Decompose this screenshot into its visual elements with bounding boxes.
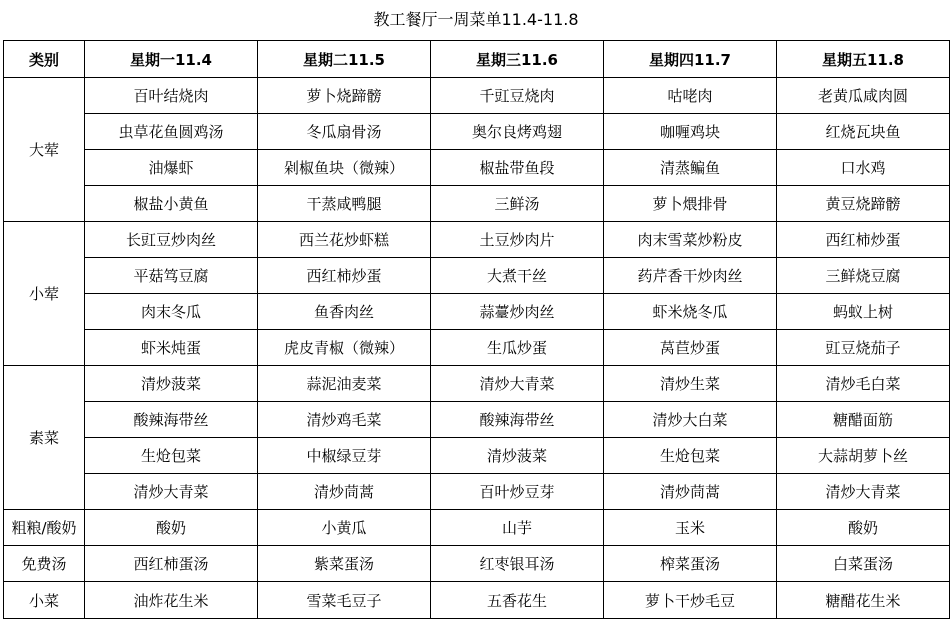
dish-cell: 蒜薹炒肉丝 (431, 294, 604, 330)
dish-cell: 冬瓜扇骨汤 (258, 114, 431, 150)
dish-cell: 白菜蛋汤 (777, 546, 950, 582)
table-row (4, 78, 950, 114)
category-cell-coarse-grain-yogurt: 粗粮/酸奶 (4, 510, 85, 546)
dish-cell: 平菇笃豆腐 (85, 258, 258, 294)
dish-cell: 油炸花生米 (85, 582, 258, 619)
dish-cell: 糖醋花生米 (777, 582, 950, 619)
dish-cell: 酸辣海带丝 (85, 402, 258, 438)
dish-cell: 山芋 (431, 510, 604, 546)
dish-cell: 小黄瓜 (258, 510, 431, 546)
dish-cell: 百叶炒豆芽 (431, 474, 604, 510)
dish-cell: 三鲜烧豆腐 (777, 258, 950, 294)
table-row (4, 294, 950, 330)
header-day-tue: 星期二11.5 (258, 41, 431, 78)
dish-cell: 虾米炖蛋 (85, 330, 258, 366)
header-category: 类别 (4, 41, 85, 78)
dish-cell: 雪菜毛豆子 (258, 582, 431, 619)
category-cell-free-soup: 免费汤 (4, 546, 85, 582)
dish-cell: 萝卜干炒毛豆 (604, 582, 777, 619)
category-cell-big-meat: 大荤 (4, 78, 85, 222)
dish-cell: 干蒸咸鸭腿 (258, 186, 431, 222)
dish-cell: 肉末雪菜炒粉皮 (604, 222, 777, 258)
dish-cell: 土豆炒肉片 (431, 222, 604, 258)
dish-cell: 黄豆烧蹄髈 (777, 186, 950, 222)
header-day-thu: 星期四11.7 (604, 41, 777, 78)
dish-cell: 清炒茼蒿 (258, 474, 431, 510)
dish-cell: 清炒生菜 (604, 366, 777, 402)
dish-cell: 五香花生 (431, 582, 604, 619)
dish-cell: 西兰花炒虾糕 (258, 222, 431, 258)
dish-cell: 清炒茼蒿 (604, 474, 777, 510)
menu-body (4, 78, 950, 619)
table-row (4, 186, 950, 222)
dish-cell: 蒜泥油麦菜 (258, 366, 431, 402)
header-row (4, 41, 950, 78)
dish-cell: 剁椒鱼块（微辣） (258, 150, 431, 186)
dish-cell: 长豇豆炒肉丝 (85, 222, 258, 258)
table-row (4, 150, 950, 186)
dish-cell: 奥尔良烤鸡翅 (431, 114, 604, 150)
dish-cell: 萝卜烧蹄髈 (258, 78, 431, 114)
dish-cell: 清炒大青菜 (777, 474, 950, 510)
dish-cell: 鱼香肉丝 (258, 294, 431, 330)
dish-cell: 酸奶 (85, 510, 258, 546)
dish-cell: 口水鸡 (777, 150, 950, 186)
dish-cell: 榨菜蛋汤 (604, 546, 777, 582)
dish-cell: 药芹香干炒肉丝 (604, 258, 777, 294)
table-row (4, 582, 950, 619)
category-cell-side-dish: 小菜 (4, 582, 85, 619)
dish-cell: 清炒毛白菜 (777, 366, 950, 402)
header-day-mon: 星期一11.4 (85, 41, 258, 78)
dish-cell: 咕咾肉 (604, 78, 777, 114)
dish-cell: 大煮干丝 (431, 258, 604, 294)
dish-cell: 酸辣海带丝 (431, 402, 604, 438)
table-row (4, 438, 950, 474)
table-row (4, 546, 950, 582)
dish-cell: 生瓜炒蛋 (431, 330, 604, 366)
dish-cell: 油爆虾 (85, 150, 258, 186)
dish-cell: 清炒大白菜 (604, 402, 777, 438)
dish-cell: 萝卜煨排骨 (604, 186, 777, 222)
table-row (4, 330, 950, 366)
dish-cell: 清炒菠菜 (85, 366, 258, 402)
dish-cell: 清炒大青菜 (85, 474, 258, 510)
dish-cell: 椒盐带鱼段 (431, 150, 604, 186)
dish-cell: 紫菜蛋汤 (258, 546, 431, 582)
dish-cell: 千豇豆烧肉 (431, 78, 604, 114)
table-row (4, 114, 950, 150)
table-row (4, 474, 950, 510)
dish-cell: 虎皮青椒（微辣） (258, 330, 431, 366)
dish-cell: 清蒸鳊鱼 (604, 150, 777, 186)
table-row (4, 510, 950, 546)
header-day-wed: 星期三11.6 (431, 41, 604, 78)
dish-cell: 西红柿蛋汤 (85, 546, 258, 582)
dish-cell: 玉米 (604, 510, 777, 546)
dish-cell: 清炒鸡毛菜 (258, 402, 431, 438)
dish-cell: 三鲜汤 (431, 186, 604, 222)
dish-cell: 红枣银耳汤 (431, 546, 604, 582)
dish-cell: 糖醋面筋 (777, 402, 950, 438)
dish-cell: 蚂蚁上树 (777, 294, 950, 330)
dish-cell: 清炒菠菜 (431, 438, 604, 474)
page-title: 教工餐厅一周菜单11.4-11.8 (373, 10, 579, 29)
dish-cell: 酸奶 (777, 510, 950, 546)
category-cell-small-meat: 小荤 (4, 222, 85, 366)
dish-cell: 中椒绿豆芽 (258, 438, 431, 474)
dish-cell: 生炝包菜 (604, 438, 777, 474)
header-day-fri: 星期五11.8 (777, 41, 950, 78)
dish-cell: 清炒大青菜 (431, 366, 604, 402)
dish-cell: 咖喱鸡块 (604, 114, 777, 150)
dish-cell: 生炝包菜 (85, 438, 258, 474)
table-row (4, 258, 950, 294)
dish-cell: 椒盐小黄鱼 (85, 186, 258, 222)
dish-cell: 虫草花鱼圆鸡汤 (85, 114, 258, 150)
table-row (4, 366, 950, 402)
dish-cell: 老黄瓜咸肉圆 (777, 78, 950, 114)
dish-cell: 大蒜胡萝卜丝 (777, 438, 950, 474)
table-row (4, 402, 950, 438)
dish-cell: 西红柿炒蛋 (777, 222, 950, 258)
table-row (4, 222, 950, 258)
dish-cell: 虾米烧冬瓜 (604, 294, 777, 330)
dish-cell: 西红柿炒蛋 (258, 258, 431, 294)
dish-cell: 百叶结烧肉 (85, 78, 258, 114)
dish-cell: 莴苣炒蛋 (604, 330, 777, 366)
weekly-menu-table (3, 40, 950, 619)
dish-cell: 肉末冬瓜 (85, 294, 258, 330)
dish-cell: 红烧瓦块鱼 (777, 114, 950, 150)
category-cell-vegetable: 素菜 (4, 366, 85, 510)
dish-cell: 豇豆烧茄子 (777, 330, 950, 366)
